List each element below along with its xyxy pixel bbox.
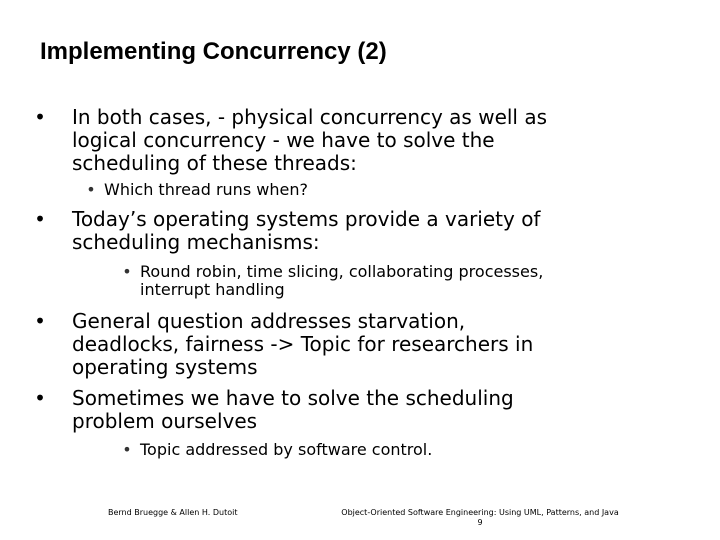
bullet-item-4 <box>34 386 514 433</box>
sub-bullet-item-3 <box>122 440 433 459</box>
sub-bullet-text: interrupt handling <box>140 280 285 299</box>
sub-bullet-marker: • <box>122 440 132 459</box>
bullet-text-line: logical concurrency - we have to solve the <box>72 128 495 152</box>
bullet-text-line: Today’s operating systems provide a variety of <box>72 207 541 231</box>
bullet-text-line: scheduling mechanisms: <box>72 230 320 254</box>
bullet-text-line: General question addresses starvation, <box>72 309 466 333</box>
bullet-text-line: deadlocks, fairness -> Topic for researchers in <box>72 332 534 356</box>
bullet-marker: • <box>34 386 46 410</box>
sub-bullet-item-1 <box>86 180 308 199</box>
bullet-text-line: In both cases, - physical concurrency as well as <box>72 105 548 129</box>
sub-bullet-marker: • <box>86 180 96 199</box>
footer-book-title: Object-Oriented Software Engineering: Using UML, Patterns, and Java <box>341 508 619 517</box>
footer-page-number: 9 <box>477 518 483 527</box>
footer-authors: Bernd Bruegge & Allen H. Dutoit <box>108 508 238 517</box>
bullet-item-2 <box>34 207 541 254</box>
slide-title: Implementing Concurrency (2) <box>40 38 387 65</box>
bullet-item-3 <box>34 309 534 379</box>
bullet-marker: • <box>34 207 46 231</box>
bullet-text-line: Sometimes we have to solve the scheduling <box>72 386 514 410</box>
bullet-text-line: scheduling of these threads: <box>72 151 357 175</box>
sub-bullet-text: Round robin, time slicing, collaborating processes, <box>140 262 544 281</box>
sub-bullet-marker: • <box>122 262 132 281</box>
bullet-text-line: operating systems <box>72 355 258 379</box>
sub-bullet-text: Topic addressed by software control. <box>140 440 433 459</box>
sub-bullet-item-2 <box>122 262 544 299</box>
bullet-item-1 <box>34 105 548 175</box>
bullet-marker: • <box>34 105 46 129</box>
sub-bullet-text: Which thread runs when? <box>104 180 308 199</box>
footer-book <box>318 508 642 528</box>
bullet-text-line: problem ourselves <box>72 409 258 433</box>
bullet-marker: • <box>34 309 46 333</box>
